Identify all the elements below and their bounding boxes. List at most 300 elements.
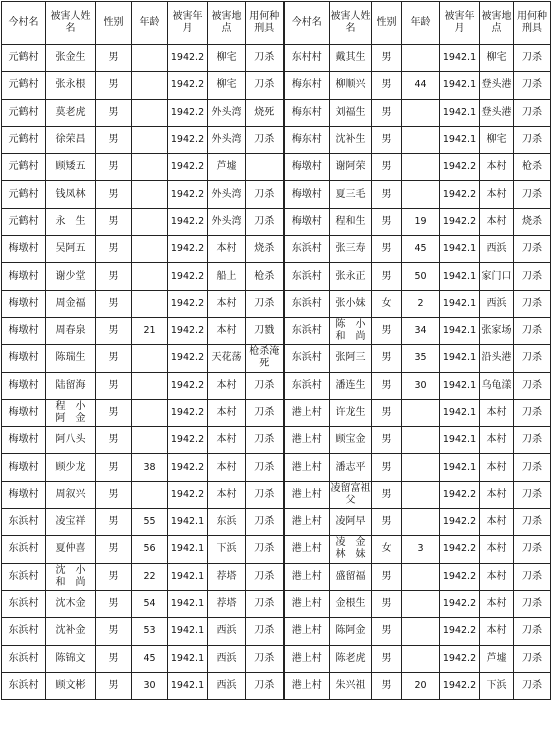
table-cell: 男 — [96, 618, 132, 645]
table-cell: 男 — [96, 72, 132, 99]
table-cell: 1942.1 — [440, 126, 480, 153]
table-cell: 金根生 — [330, 590, 372, 617]
victims-table — [1, 1, 551, 700]
table-cell: 东浜村 — [284, 236, 330, 263]
table-cell: 1942.1 — [440, 236, 480, 263]
table-cell: 东浜村 — [2, 536, 46, 563]
table-cell: 刀杀 — [514, 454, 551, 481]
table-cell: 刀杀 — [514, 672, 551, 699]
table-cell: 港上村 — [284, 454, 330, 481]
table-cell: 1942.2 — [440, 181, 480, 208]
table-cell: 西浜 — [208, 618, 246, 645]
table-row — [2, 154, 551, 181]
header-cell: 年龄 — [132, 2, 168, 45]
table-cell: 刀杀 — [246, 618, 284, 645]
table-row — [2, 372, 551, 399]
table-row — [2, 399, 551, 426]
table-cell: 港上村 — [284, 618, 330, 645]
table-cell: 38 — [132, 454, 168, 481]
table-cell: 元鹤村 — [2, 154, 46, 181]
table-cell: 柳宅 — [208, 45, 246, 72]
table-cell: 1942.2 — [168, 45, 208, 72]
table-cell: 港上村 — [284, 481, 330, 508]
table-cell: 港上村 — [284, 563, 330, 590]
table-cell: 西浜 — [208, 645, 246, 672]
table-cell: 1942.1 — [440, 290, 480, 317]
table-cell: 男 — [96, 536, 132, 563]
table-cell: 男 — [372, 563, 402, 590]
table-cell: 东浜村 — [284, 345, 330, 372]
table-cell: 梅墩村 — [2, 263, 46, 290]
table-cell: 1942.2 — [440, 563, 480, 590]
table-cell: 男 — [96, 236, 132, 263]
table-cell: 1942.2 — [168, 154, 208, 181]
table-cell: 54 — [132, 590, 168, 617]
table-cell: 56 — [132, 536, 168, 563]
table-cell: 本村 — [208, 454, 246, 481]
table-cell: 1942.1 — [168, 672, 208, 699]
table-cell: 男 — [372, 509, 402, 536]
table-cell: 3 — [402, 536, 440, 563]
table-cell: 乌龟漾 — [480, 372, 514, 399]
table-cell: 港上村 — [284, 536, 330, 563]
table-cell: 1942.2 — [440, 536, 480, 563]
table-cell: 男 — [96, 345, 132, 372]
table-cell: 梅墩村 — [2, 481, 46, 508]
header-cell: 被害人姓名 — [330, 2, 372, 45]
table-cell: 1942.1 — [440, 427, 480, 454]
table-cell: 西浜 — [480, 290, 514, 317]
header-cell: 性别 — [96, 2, 132, 45]
table-cell — [132, 45, 168, 72]
table-row — [2, 263, 551, 290]
table-cell — [402, 618, 440, 645]
header-cell: 今村名 — [2, 2, 46, 45]
table-cell: 刀杀 — [514, 427, 551, 454]
table-cell: 梅墩村 — [2, 454, 46, 481]
table-cell: 刀杀 — [246, 427, 284, 454]
table-cell: 刀戮 — [246, 317, 284, 344]
table-cell: 外头湾 — [208, 99, 246, 126]
table-cell: 刀杀 — [246, 290, 284, 317]
table-cell: 元鹤村 — [2, 126, 46, 153]
table-cell: 刀杀 — [514, 236, 551, 263]
table-cell: 1942.2 — [168, 372, 208, 399]
table-cell — [132, 372, 168, 399]
table-cell: 刀杀 — [246, 590, 284, 617]
table-cell: 梅墩村 — [2, 345, 46, 372]
table-cell: 男 — [96, 645, 132, 672]
table-cell: 元鹤村 — [2, 181, 46, 208]
table-cell: 女 — [372, 290, 402, 317]
header-cell: 今村名 — [284, 2, 330, 45]
table-cell — [246, 154, 284, 181]
table-cell — [402, 563, 440, 590]
table-cell: 刀杀 — [514, 481, 551, 508]
table-cell: 男 — [372, 618, 402, 645]
table-cell: 男 — [96, 99, 132, 126]
table-cell: 刀杀 — [246, 181, 284, 208]
table-cell: 刀杀 — [246, 454, 284, 481]
table-cell — [402, 509, 440, 536]
table-cell: 1942.2 — [168, 99, 208, 126]
table-cell: 1942.1 — [168, 618, 208, 645]
table-cell — [132, 126, 168, 153]
table-cell: 1942.2 — [168, 317, 208, 344]
table-cell: 朱兴祖 — [330, 672, 372, 699]
table-cell: 刀杀 — [246, 45, 284, 72]
table-cell: 东浜村 — [2, 563, 46, 590]
table-cell — [132, 481, 168, 508]
table-cell: 张永正 — [330, 263, 372, 290]
table-cell: 刀杀 — [246, 208, 284, 235]
table-cell: 东浜村 — [2, 590, 46, 617]
table-cell: 2 — [402, 290, 440, 317]
table-cell: 1942.1 — [168, 536, 208, 563]
table-cell: 1942.2 — [168, 236, 208, 263]
table-cell: 本村 — [480, 509, 514, 536]
table-cell: 谢阿荣 — [330, 154, 372, 181]
table-cell: 1942.1 — [168, 509, 208, 536]
table-cell: 1942.1 — [440, 345, 480, 372]
table-cell — [402, 427, 440, 454]
table-row — [2, 481, 551, 508]
table-cell: 刀杀 — [514, 536, 551, 563]
table-cell: 1942.2 — [168, 263, 208, 290]
table-cell — [402, 645, 440, 672]
table-cell: 刀杀 — [246, 672, 284, 699]
table-cell — [132, 290, 168, 317]
table-cell: 陈阿金 — [330, 618, 372, 645]
table-cell: 刀杀 — [514, 345, 551, 372]
table-cell: 1942.1 — [440, 99, 480, 126]
table-row — [2, 427, 551, 454]
table-cell: 1942.2 — [168, 181, 208, 208]
table-cell: 本村 — [208, 236, 246, 263]
table-cell: 21 — [132, 317, 168, 344]
table-cell: 男 — [96, 290, 132, 317]
table-cell: 梅东村 — [284, 126, 330, 153]
table-cell: 张金生 — [46, 45, 96, 72]
table-cell: 沈补生 — [330, 126, 372, 153]
table-cell: 本村 — [480, 154, 514, 181]
table-row — [2, 45, 551, 72]
table-cell: 凌阿早 — [330, 509, 372, 536]
table-cell: 1942.2 — [168, 208, 208, 235]
table-cell: 19 — [402, 208, 440, 235]
table-cell: 陈老虎 — [330, 645, 372, 672]
table-cell: 港上村 — [284, 399, 330, 426]
table-cell: 梅墩村 — [2, 317, 46, 344]
table-cell: 刀杀 — [514, 317, 551, 344]
table-row — [2, 645, 551, 672]
table-cell: 男 — [96, 154, 132, 181]
table-cell: 天花荡 — [208, 345, 246, 372]
table-cell: 45 — [402, 236, 440, 263]
table-cell — [132, 345, 168, 372]
table-cell: 张三寿 — [330, 236, 372, 263]
table-cell: 东浜村 — [284, 372, 330, 399]
table-cell: 张小妹 — [330, 290, 372, 317]
table-cell: 男 — [372, 99, 402, 126]
table-cell: 1942.1 — [168, 590, 208, 617]
table-cell: 50 — [402, 263, 440, 290]
table-cell: 男 — [372, 45, 402, 72]
table-cell: 沿头港 — [480, 345, 514, 372]
table-cell: 1942.2 — [440, 509, 480, 536]
table-cell: 潘连生 — [330, 372, 372, 399]
table-cell: 1942.1 — [440, 454, 480, 481]
table-cell: 本村 — [208, 481, 246, 508]
table-cell: 刀杀 — [246, 645, 284, 672]
table-cell: 1942.1 — [168, 563, 208, 590]
table-cell: 刀杀 — [246, 536, 284, 563]
table-cell: 1942.1 — [440, 399, 480, 426]
table-cell: 梅墩村 — [2, 290, 46, 317]
table-cell: 梅东村 — [284, 72, 330, 99]
table-cell: 梅墩村 — [2, 427, 46, 454]
table-cell: 男 — [372, 154, 402, 181]
header-cell: 被害地点 — [208, 2, 246, 45]
table-row — [2, 563, 551, 590]
table-cell — [402, 181, 440, 208]
table-cell: 荐塔 — [208, 590, 246, 617]
table-cell — [132, 181, 168, 208]
table-cell: 男 — [372, 72, 402, 99]
table-cell: 刀杀 — [246, 372, 284, 399]
table-cell: 谢少堂 — [46, 263, 96, 290]
table-cell: 港上村 — [284, 645, 330, 672]
table-cell: 男 — [372, 208, 402, 235]
table-cell: 本村 — [480, 590, 514, 617]
table-cell: 周春泉 — [46, 317, 96, 344]
table-cell: 刀杀 — [514, 126, 551, 153]
table-cell: 1942.1 — [440, 72, 480, 99]
table-cell: 刀杀 — [246, 72, 284, 99]
table-cell: 芦墟 — [480, 645, 514, 672]
table-cell: 烧死 — [246, 99, 284, 126]
table-cell: 芦墟 — [208, 154, 246, 181]
table-cell: 刀杀 — [514, 72, 551, 99]
table-cell: 刀杀 — [514, 563, 551, 590]
table-cell — [132, 399, 168, 426]
table-cell — [402, 45, 440, 72]
table-cell: 外头湾 — [208, 208, 246, 235]
table-cell: 张家场 — [480, 317, 514, 344]
table-cell — [402, 481, 440, 508]
table-cell: 刀杀 — [514, 372, 551, 399]
table-cell — [402, 399, 440, 426]
table-cell: 男 — [372, 181, 402, 208]
table-cell: 许龙生 — [330, 399, 372, 426]
table-cell: 1942.2 — [440, 590, 480, 617]
table-cell: 吴阿五 — [46, 236, 96, 263]
table-cell: 1942.2 — [168, 345, 208, 372]
table-cell: 男 — [96, 454, 132, 481]
table-cell: 沈 小 和 尚 — [46, 563, 96, 590]
table-row — [2, 99, 551, 126]
table-cell: 刀杀 — [514, 99, 551, 126]
table-cell: 元鹤村 — [2, 45, 46, 72]
table-cell: 烧杀 — [514, 208, 551, 235]
table-cell: 钱凤林 — [46, 181, 96, 208]
table-cell: 男 — [372, 590, 402, 617]
table-cell: 永 生 — [46, 208, 96, 235]
header-row — [2, 2, 551, 45]
table-cell: 张永根 — [46, 72, 96, 99]
table-cell: 男 — [372, 672, 402, 699]
header-cell: 年龄 — [402, 2, 440, 45]
table-cell: 柳宅 — [480, 126, 514, 153]
table-cell: 刀杀 — [514, 290, 551, 317]
table-cell: 周叙兴 — [46, 481, 96, 508]
table-cell: 东浜 — [208, 509, 246, 536]
table-cell: 外头湾 — [208, 181, 246, 208]
table-row — [2, 672, 551, 699]
table-cell: 本村 — [480, 536, 514, 563]
table-cell: 本村 — [480, 399, 514, 426]
table-cell: 刀杀 — [514, 645, 551, 672]
table-cell: 凌宝祥 — [46, 509, 96, 536]
table-cell — [402, 126, 440, 153]
table-cell: 刀杀 — [246, 126, 284, 153]
table-cell: 本村 — [480, 563, 514, 590]
table-cell: 男 — [96, 590, 132, 617]
table-cell: 东浜村 — [2, 645, 46, 672]
table-cell: 港上村 — [284, 427, 330, 454]
table-cell — [132, 72, 168, 99]
table-row — [2, 126, 551, 153]
table-cell: 陈锦文 — [46, 645, 96, 672]
table-cell: 男 — [96, 509, 132, 536]
table-cell: 本村 — [208, 427, 246, 454]
table-cell: 男 — [372, 372, 402, 399]
table-cell: 1942.2 — [168, 126, 208, 153]
table-cell: 刀杀 — [246, 509, 284, 536]
table-cell: 1942.2 — [168, 481, 208, 508]
table-cell: 戴其生 — [330, 45, 372, 72]
table-cell: 东村村 — [284, 45, 330, 72]
table-cell: 1942.1 — [440, 263, 480, 290]
table-cell: 陆留海 — [46, 372, 96, 399]
table-cell: 梅墩村 — [2, 372, 46, 399]
table-cell: 1942.2 — [440, 154, 480, 181]
table-row — [2, 290, 551, 317]
table-cell: 男 — [96, 45, 132, 72]
table-cell: 陈 小 和 尚 — [330, 317, 372, 344]
table-cell: 刀杀 — [514, 45, 551, 72]
table-cell: 男 — [372, 454, 402, 481]
table-cell — [132, 427, 168, 454]
table-cell: 1942.1 — [440, 45, 480, 72]
table-cell: 程和生 — [330, 208, 372, 235]
table-cell: 梅东村 — [284, 99, 330, 126]
table-cell: 男 — [96, 372, 132, 399]
table-cell: 西浜 — [480, 236, 514, 263]
table-cell — [132, 154, 168, 181]
table-cell: 刀杀 — [514, 181, 551, 208]
table-cell: 东浜村 — [2, 509, 46, 536]
table-cell: 1942.2 — [168, 454, 208, 481]
table-row — [2, 236, 551, 263]
table-cell: 港上村 — [284, 672, 330, 699]
header-cell: 被害年月 — [440, 2, 480, 45]
table-row — [2, 317, 551, 344]
table-cell: 35 — [402, 345, 440, 372]
table-cell: 阿八头 — [46, 427, 96, 454]
table-cell: 刀杀 — [514, 618, 551, 645]
table-cell: 徐荣昌 — [46, 126, 96, 153]
table-cell: 男 — [372, 126, 402, 153]
table-cell: 本村 — [480, 454, 514, 481]
table-cell: 1942.1 — [168, 645, 208, 672]
header-cell: 用何种刑具 — [514, 2, 551, 45]
table-cell: 1942.1 — [440, 317, 480, 344]
table-cell: 1942.2 — [440, 208, 480, 235]
table-cell: 男 — [96, 126, 132, 153]
table-cell: 梅墩村 — [2, 236, 46, 263]
table-cell: 45 — [132, 645, 168, 672]
table-cell: 刀杀 — [246, 399, 284, 426]
table-cell: 枪杀淹死 — [246, 345, 284, 372]
table-cell: 下浜 — [480, 672, 514, 699]
table-cell: 凌留富祖父 — [330, 481, 372, 508]
header-cell: 被害年月 — [168, 2, 208, 45]
table-cell: 东浜村 — [2, 672, 46, 699]
table-cell — [132, 208, 168, 235]
table-cell: 陈瑞生 — [46, 345, 96, 372]
table-cell: 梅墩村 — [2, 399, 46, 426]
table-cell — [132, 263, 168, 290]
table-cell: 梅墩村 — [284, 208, 330, 235]
table-cell: 1942.2 — [168, 72, 208, 99]
table-cell: 元鹤村 — [2, 208, 46, 235]
table-cell: 夏三毛 — [330, 181, 372, 208]
table-cell: 男 — [372, 263, 402, 290]
table-cell: 顾矮五 — [46, 154, 96, 181]
table-row — [2, 345, 551, 372]
table-cell: 男 — [372, 481, 402, 508]
table-cell: 本村 — [480, 181, 514, 208]
table-row — [2, 181, 551, 208]
header-cell: 用何种刑具 — [246, 2, 284, 45]
table-row — [2, 454, 551, 481]
table-cell: 1942.2 — [168, 399, 208, 426]
table-cell: 1942.2 — [440, 645, 480, 672]
table-cell — [402, 99, 440, 126]
table-cell: 西浜 — [208, 672, 246, 699]
table-cell: 夏仲喜 — [46, 536, 96, 563]
table-cell: 男 — [372, 427, 402, 454]
table-cell: 刀杀 — [514, 509, 551, 536]
table-cell: 本村 — [480, 481, 514, 508]
table-cell: 刀杀 — [514, 263, 551, 290]
table-cell: 男 — [96, 427, 132, 454]
table-cell: 55 — [132, 509, 168, 536]
table-cell: 顾少龙 — [46, 454, 96, 481]
table-cell: 男 — [372, 345, 402, 372]
table-cell: 男 — [96, 208, 132, 235]
table-row — [2, 72, 551, 99]
table-cell: 男 — [96, 263, 132, 290]
table-cell: 烧杀 — [246, 236, 284, 263]
table-cell — [402, 454, 440, 481]
table-cell: 登头港 — [480, 99, 514, 126]
table-cell: 刘福生 — [330, 99, 372, 126]
table-cell: 本村 — [208, 372, 246, 399]
table-cell: 本村 — [208, 399, 246, 426]
table-cell: 34 — [402, 317, 440, 344]
